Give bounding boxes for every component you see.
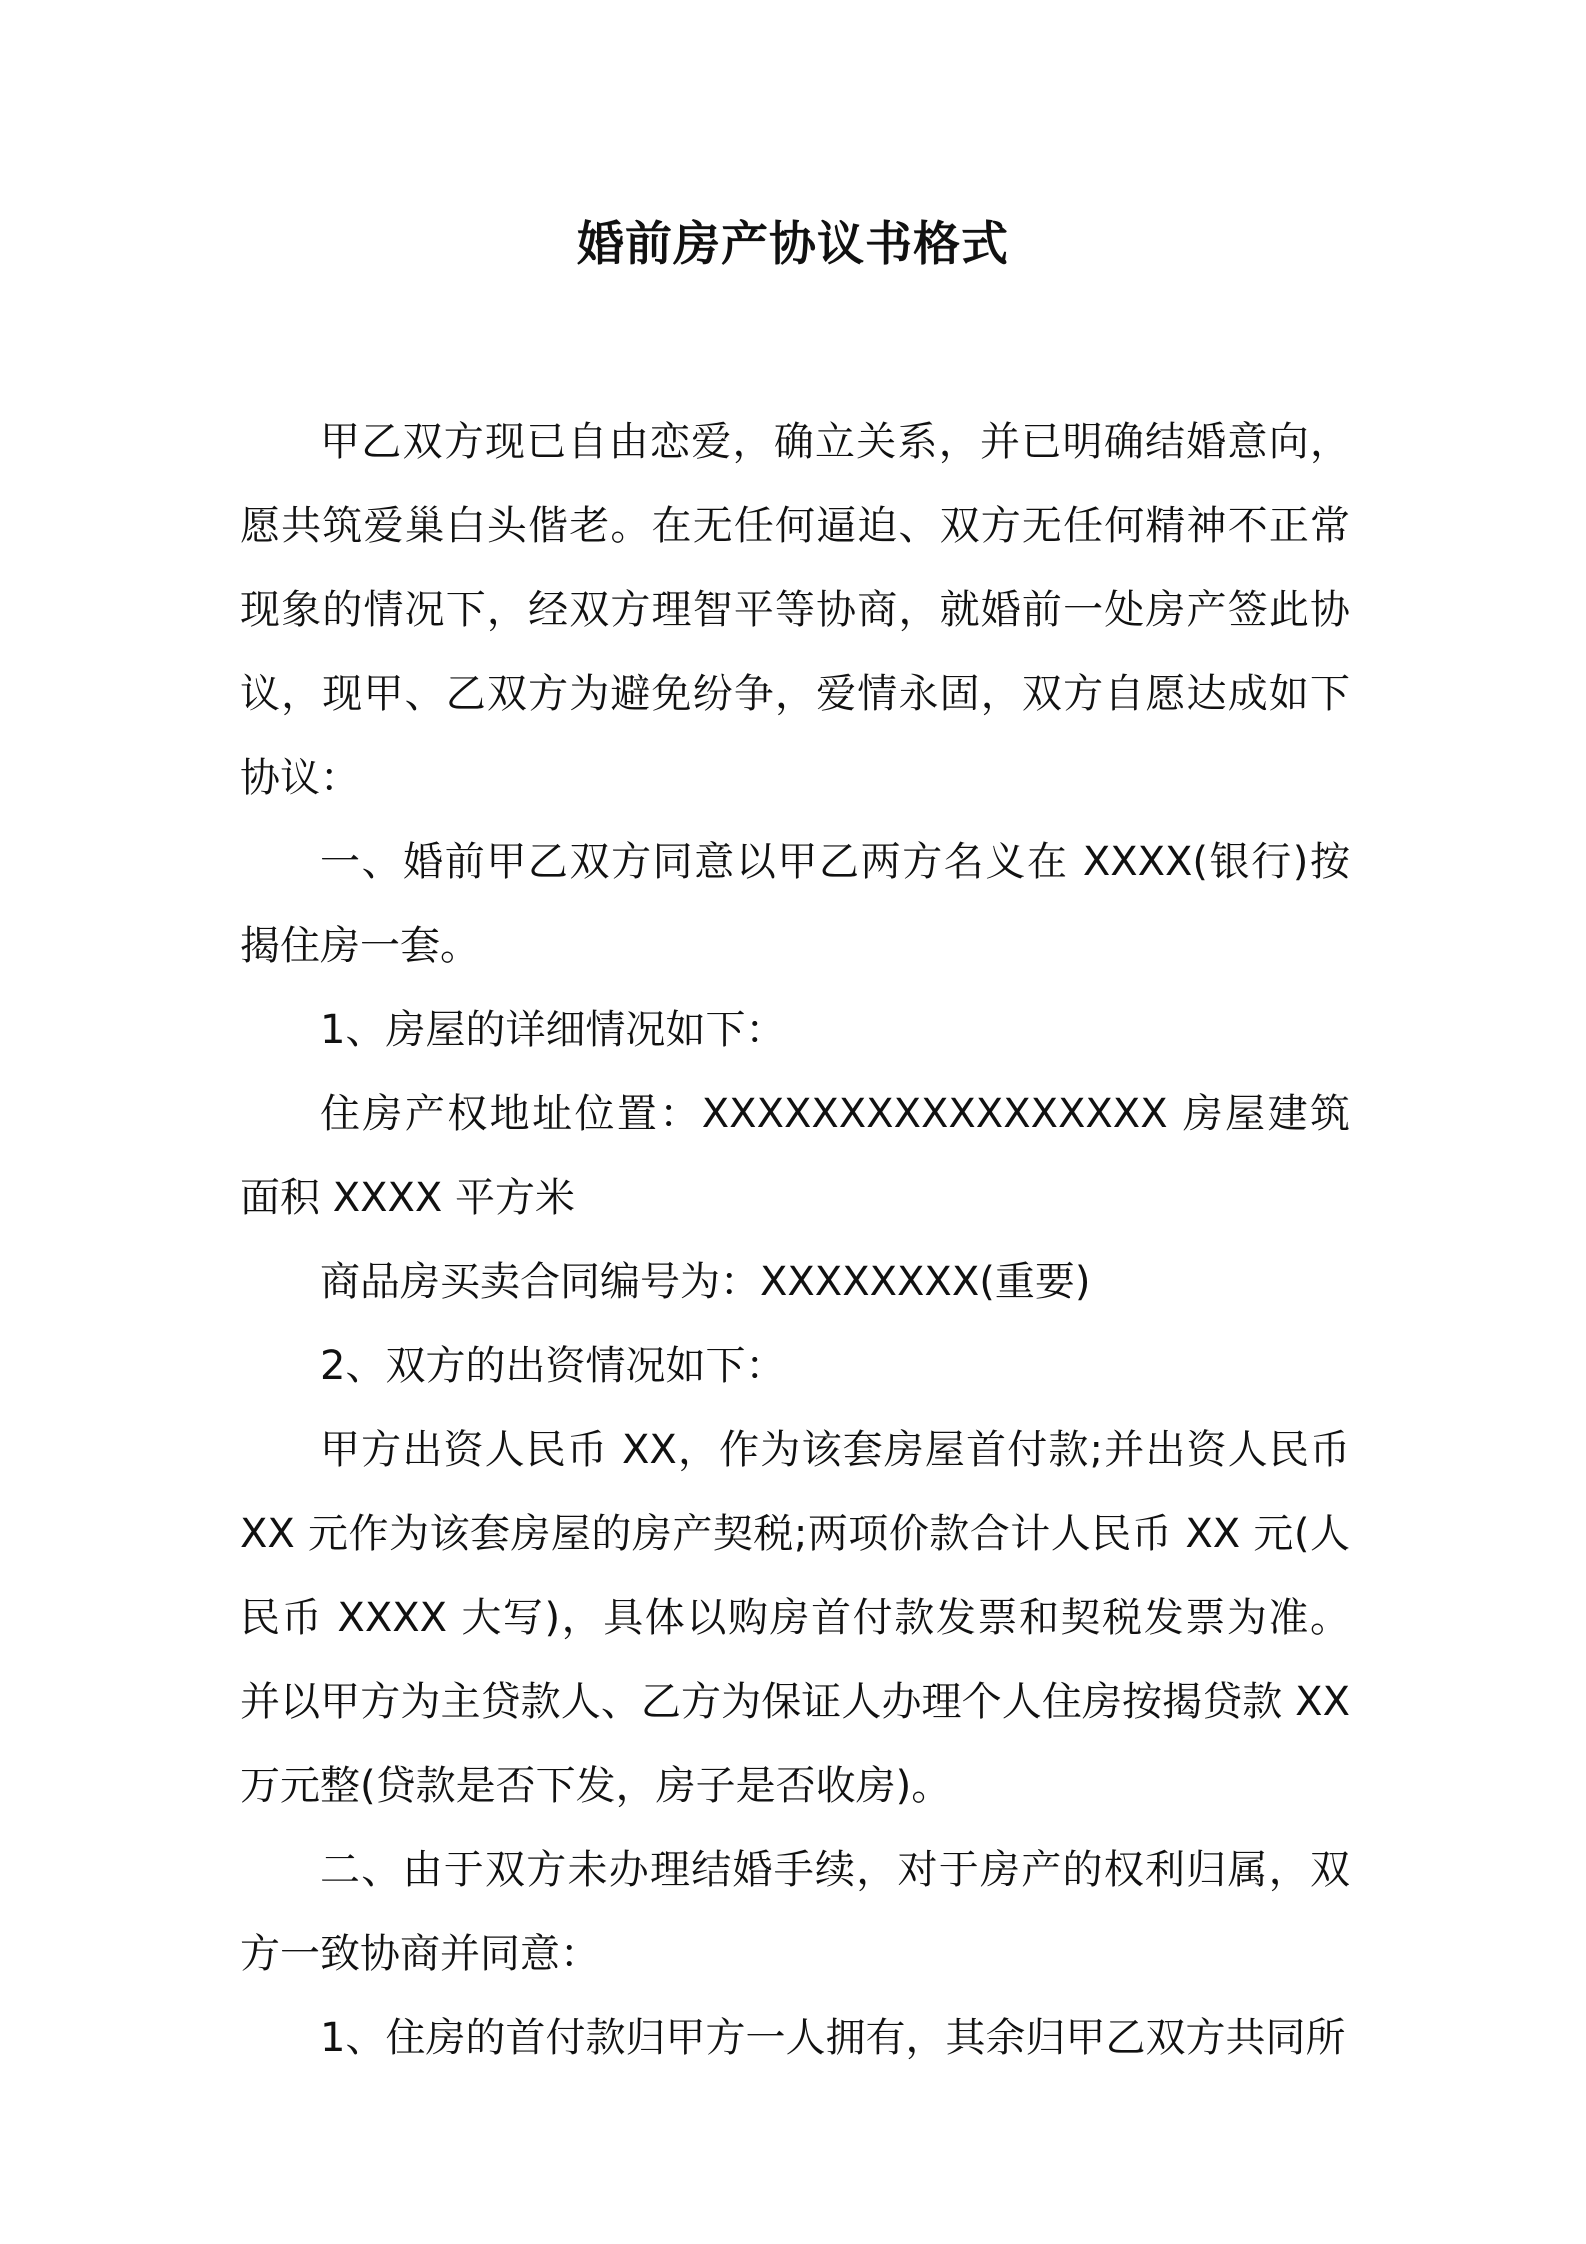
paragraph-clause-2: 二、由于双方未办理结婚手续，对于房产的权利归属，双方一致协商并同意：	[240, 1847, 1350, 1977]
paragraph-contract-number: 商品房买卖合同编号为：XXXXXXXX(重要)	[320, 1259, 1091, 1305]
document-title: 婚前房产协议书格式	[577, 217, 1009, 272]
paragraph-clause-1-item-2: 2、双方的出资情况如下：	[320, 1343, 786, 1389]
paragraph-clause-1: 一、婚前甲乙双方同意以甲乙两方名义在 XXXX(银行)按揭住房一套。	[240, 839, 1350, 969]
paragraph-clause-1-item-1: 1、房屋的详细情况如下：	[320, 1007, 786, 1053]
paragraph-funding-details: 甲方出资人民币 XX，作为该套房屋首付款;并出资人民币 XX 元作为该套房屋的房产契税;两项价款合计人民币 XX 元(人民币 XXXX 大写)，具体以购房首付款发票和契税发票为准。并以甲方为主贷款人、乙方为保证人办理个人住房按揭贷款 XX 万元整(贷款是否下发，房子是否收房)。	[240, 1427, 1350, 1809]
paragraph-clause-2-item-1: 1、住房的首付款归甲方一人拥有，其余归甲乙双方共同所	[320, 2015, 1346, 2061]
paragraph-property-address: 住房产权地址位置：XXXXXXXXXXXXXXXXX 房屋建筑面积 XXXX 平方米	[240, 1091, 1350, 1221]
paragraph-intro: 甲乙双方现已自由恋爱，确立关系，并已明确结婚意向，愿共筑爱巢白头偕老。在无任何逼迫、双方无任何精神不正常现象的情况下，经双方理智平等协商，就婚前一处房产签此协议，现甲、乙双方为避免纷争，爱情永固，双方自愿达成如下协议：	[240, 419, 1350, 801]
document-body	[240, 400, 1350, 2080]
